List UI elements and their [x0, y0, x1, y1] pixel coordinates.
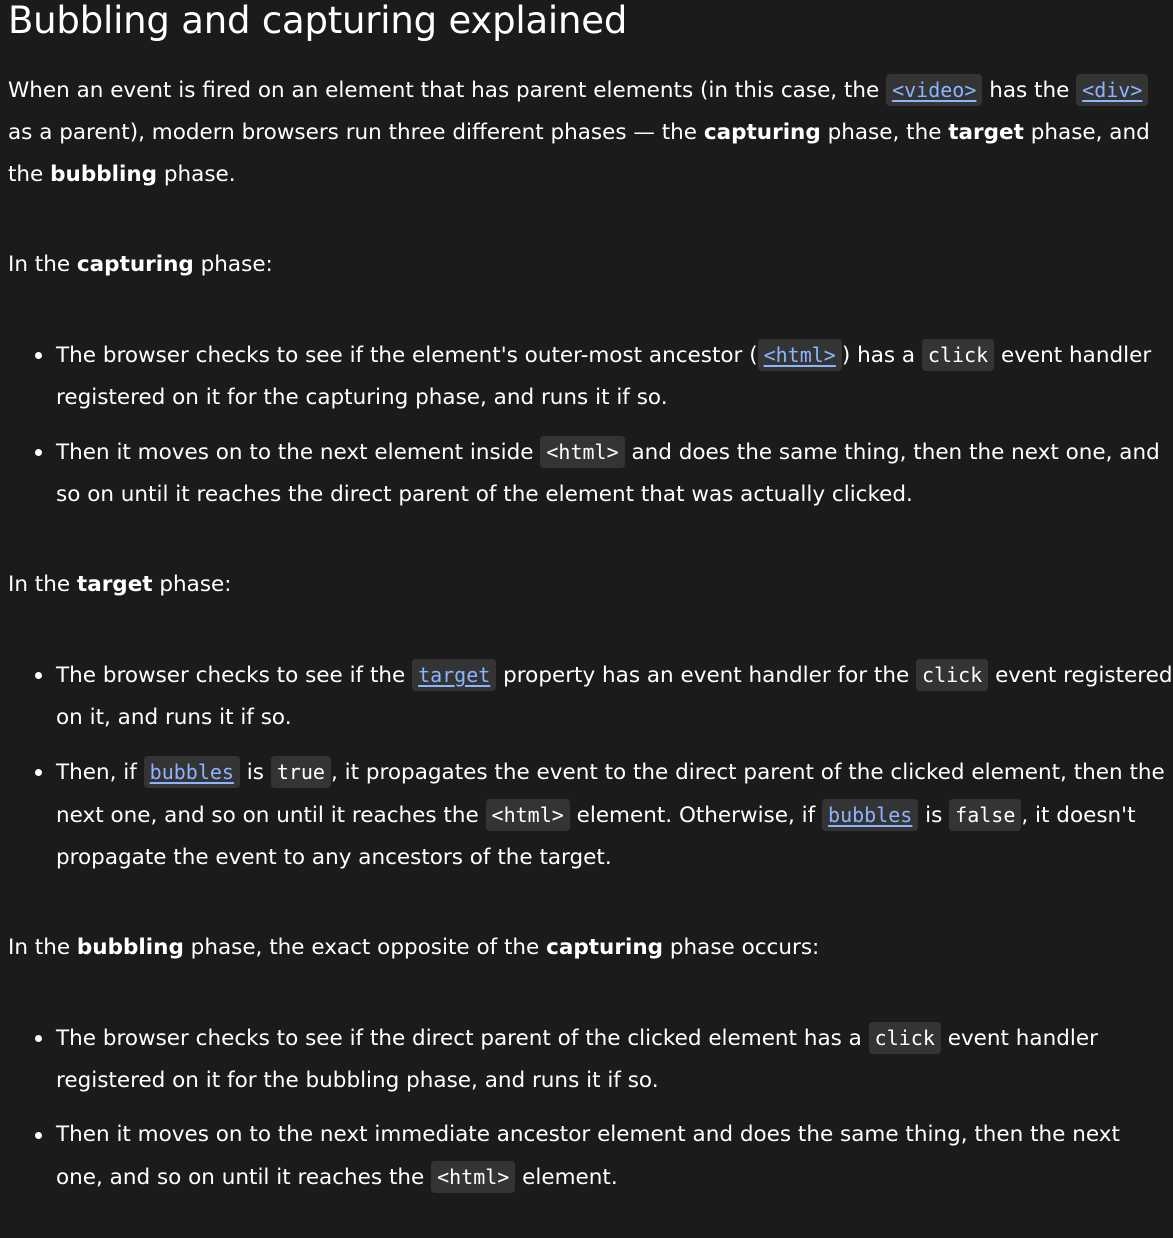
code-html: <html>: [540, 436, 624, 468]
text: has the: [982, 78, 1077, 103]
list-item: [56, 1017, 1173, 1102]
bold-capturing: capturing: [546, 935, 664, 960]
target-phase-heading: [8, 564, 1173, 606]
code-html: <html>: [431, 1161, 515, 1193]
bold-target: target: [948, 120, 1024, 145]
bubbles-property-link[interactable]: [144, 760, 240, 785]
code-click: click: [869, 1022, 941, 1054]
bold-target: target: [76, 572, 153, 597]
code-div: <div>: [1076, 74, 1148, 106]
text: event registered on it, and runs it if so.: [56, 663, 1173, 730]
target-list: [8, 654, 1173, 879]
list-item: [56, 654, 1173, 739]
bubbling-phase-heading: [8, 927, 1173, 969]
text: event handler registered on it for the bubbling phase, and runs it if so.: [56, 1026, 1098, 1093]
text: and does the same thing, then the next one, and so on until it reaches the direct parent of the element that was actually clicked.: [56, 440, 1160, 507]
capturing-phase-heading: [8, 244, 1173, 286]
text: as a parent), modern browsers run three different phases — the: [8, 120, 704, 145]
text: element. Otherwise, if: [569, 803, 823, 828]
text: phase:: [193, 252, 273, 277]
list-item: [56, 334, 1173, 419]
text: , it doesn't propagate the event to any ancestors of the target.: [56, 803, 1136, 870]
text: The browser checks to see if the: [56, 663, 413, 688]
text: is: [918, 803, 950, 828]
bold-bubbling: bubbling: [76, 935, 184, 960]
target-property-link[interactable]: [412, 663, 496, 688]
code-click: click: [922, 339, 994, 371]
section-heading: Bubbling and capturing explained: [8, 0, 628, 42]
text: The browser checks to see if the direct parent of the clicked element has a: [56, 1026, 869, 1051]
text: In the: [8, 252, 77, 277]
bold-bubbling: bubbling: [50, 162, 158, 187]
code-html: <html>: [758, 339, 842, 371]
text: The browser checks to see if the element's outer-most ancestor (: [56, 343, 758, 368]
bubbling-list: [8, 1017, 1173, 1199]
list-item: [56, 751, 1173, 879]
code-target: target: [412, 659, 496, 691]
list-item: [56, 1114, 1173, 1199]
code-bubbles: bubbles: [144, 756, 240, 788]
capturing-list: [8, 334, 1173, 516]
video-element-link[interactable]: [886, 78, 982, 103]
text: phase.: [157, 162, 236, 187]
bubbles-property-link[interactable]: [822, 803, 918, 828]
text: phase occurs:: [663, 935, 820, 960]
text: event handler registered on it for the capturing phase, and runs it if so.: [56, 343, 1152, 410]
intro-paragraph: [8, 69, 1173, 196]
text: Then, if: [56, 760, 144, 785]
code-html: <html>: [486, 799, 570, 831]
code-bubbles: bubbles: [822, 799, 918, 831]
div-element-link[interactable]: [1076, 78, 1148, 103]
text: phase, the exact opposite of the: [183, 935, 547, 960]
text: phase, the: [820, 120, 949, 145]
text: When an event is fired on an element that has parent elements (in this case, the: [8, 78, 887, 103]
code-video: <video>: [886, 74, 982, 106]
text: , it propagates the event to the direct parent of the clicked element, then the next one, and so on until it reaches the: [56, 760, 1165, 828]
text: In the: [8, 572, 77, 597]
code-true: true: [271, 756, 331, 788]
text: phase:: [152, 572, 232, 597]
code-click: click: [916, 659, 988, 691]
list-item: [56, 431, 1173, 516]
bold-capturing: capturing: [76, 252, 194, 277]
text: ) has a: [841, 343, 922, 368]
text: is: [239, 760, 271, 785]
text: Then it moves on to the next element inside: [56, 440, 541, 465]
text: Then it moves on to the next immediate ancestor element and does the same thing, then the next one, and so on until it reaches the: [56, 1122, 1120, 1190]
text: In the: [8, 935, 77, 960]
text: property has an event handler for the: [496, 663, 917, 688]
html-element-link[interactable]: [758, 343, 842, 368]
code-false: false: [949, 799, 1021, 831]
bold-capturing: capturing: [703, 120, 821, 145]
text: element.: [515, 1165, 618, 1190]
text: phase, and the: [8, 120, 1150, 187]
